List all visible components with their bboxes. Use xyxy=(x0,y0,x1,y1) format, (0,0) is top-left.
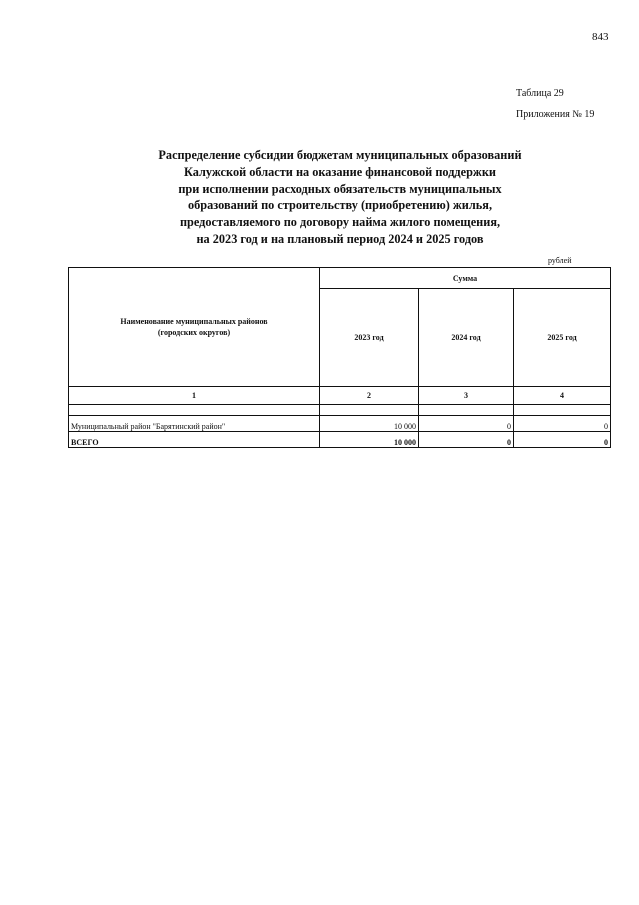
title-line: предоставляемого по договору найма жилого помещения, xyxy=(179,215,501,230)
district-name: Муниципальный район "Барятинский район" xyxy=(69,416,320,432)
column-number: 2 xyxy=(320,387,419,405)
year-header-2025: 2025 год xyxy=(514,289,611,387)
total-label: ВСЕГО xyxy=(69,432,320,448)
title-line: образований по строительству (приобретению) жилья, xyxy=(187,198,493,213)
table-row xyxy=(69,416,611,432)
subsidy-table xyxy=(68,267,611,448)
total-2024: 0 xyxy=(419,432,514,448)
table-label: Таблица 29 xyxy=(516,88,564,99)
title-line: Распределение субсидии бюджетам муниципальных образований xyxy=(158,148,522,162)
page-number: 843 xyxy=(592,31,609,43)
total-2023: 10 000 xyxy=(320,432,419,448)
name-header-line: (городских округов) xyxy=(157,328,231,337)
units-label: рублей xyxy=(548,256,572,265)
total-row xyxy=(69,432,611,448)
value-2024: 0 xyxy=(419,416,514,432)
column-number-row xyxy=(69,387,611,405)
document-title xyxy=(100,147,580,248)
column-number: 4 xyxy=(514,387,611,405)
column-number: 1 xyxy=(69,387,320,405)
title-line: при исполнении расходных обязательств муниципальных xyxy=(178,181,502,196)
appendix-label: Приложения № 19 xyxy=(516,109,595,120)
name-header-line: Наименование муниципальных районов xyxy=(120,317,268,326)
value-2023: 10 000 xyxy=(320,416,419,432)
value-2025: 0 xyxy=(514,416,611,432)
title-line: на 2023 год и на плановый период 2024 и 2025 годов xyxy=(196,231,484,246)
total-2025: 0 xyxy=(514,432,611,448)
sum-header: Сумма xyxy=(320,268,611,289)
title-line: Калужской области на оказание финансовой поддержки xyxy=(183,164,497,179)
spacer-row xyxy=(69,405,611,416)
column-number: 3 xyxy=(419,387,514,405)
header-row xyxy=(69,268,611,289)
year-header-2024: 2024 год xyxy=(419,289,514,387)
name-column-header xyxy=(69,268,320,387)
year-header-2023: 2023 год xyxy=(320,289,419,387)
